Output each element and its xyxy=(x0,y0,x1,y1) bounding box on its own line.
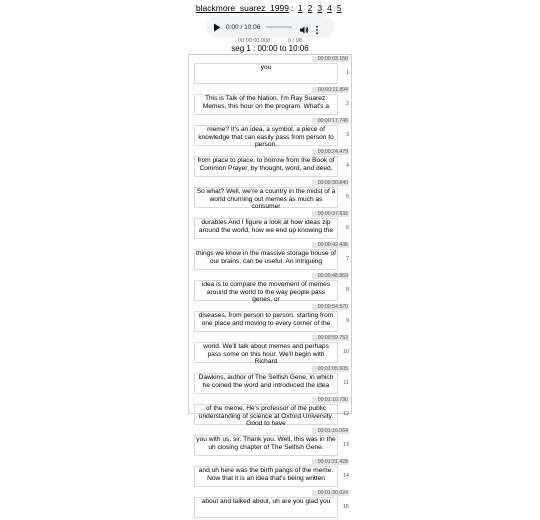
entry-timestamp[interactable]: 00:01:10.780 xyxy=(312,397,349,403)
entry-text[interactable]: about and talked about, uh are you glad you xyxy=(194,497,338,518)
entry-timestamp[interactable]: 00:00:59.753 xyxy=(312,335,349,341)
entry-text[interactable]: Dawkins, author of The Selfish Gene, in which he coined the word and introduced the idea xyxy=(194,373,338,394)
entry-text[interactable]: world. We'll talk about memes and perhaps pass some on this hour. We'll begin with Richard xyxy=(194,342,338,363)
transcript-entry xyxy=(189,272,351,303)
playback-time: 0:00 / 10:06 xyxy=(226,23,261,31)
segment-label: seg 1 : 00:00 to 10:06 xyxy=(231,44,309,53)
entry-timestamp[interactable]: 00:00:42.436 xyxy=(312,242,349,248)
entry-text[interactable]: durables And I figure a look at how ideas zip around the world, how we end up knowing the xyxy=(194,218,338,239)
transcript-entry xyxy=(189,55,351,86)
entry-number: 7 xyxy=(345,256,349,262)
entry-text[interactable]: meme? It's an idea, a symbol, a piece of knowledge that can easily pass from person to person, xyxy=(194,125,338,146)
page-link-4[interactable]: 4 xyxy=(327,3,332,13)
entry-number: 5 xyxy=(345,194,349,200)
page-links xyxy=(295,3,344,13)
transcript-entry xyxy=(189,210,351,241)
entry-text[interactable]: from place to place, to borrow from the Book of Common Prayer, by thought, word, and deed. xyxy=(194,156,338,177)
entry-timestamp[interactable]: 00:00:37.632 xyxy=(312,211,349,217)
entry-number: 2 xyxy=(345,101,349,107)
transcript-entry xyxy=(189,365,351,396)
entry-timestamp[interactable]: 00:00:17.748 xyxy=(312,118,349,124)
audio-player[interactable] xyxy=(206,16,334,38)
transcript-entry xyxy=(189,148,351,179)
entry-text[interactable]: things we know in the massive storage house of our brains, can be useful. An intriguing xyxy=(194,249,338,270)
transcript-entry xyxy=(189,86,351,117)
title-link[interactable]: blackmore_suarez_1999 xyxy=(195,3,290,13)
entry-number: 15 xyxy=(342,504,349,510)
transcript-entry xyxy=(189,489,351,520)
entry-timestamp[interactable]: 00:00:24.479 xyxy=(312,149,349,155)
more-options-button[interactable] xyxy=(315,22,319,32)
entry-timestamp[interactable]: 00:00:11.894 xyxy=(312,87,349,93)
entry-text[interactable]: and uh here was the birth pangs of the meme. Now that it is an idea that's being written xyxy=(194,466,338,487)
volume-icon xyxy=(299,25,309,35)
nav-separator: : xyxy=(291,3,294,13)
seek-slider[interactable] xyxy=(266,26,292,28)
page-link-5[interactable]: 5 xyxy=(336,3,342,13)
entry-number: 10 xyxy=(342,349,349,355)
entry-text[interactable]: of the meme. He's professor of the public understanding of science at Oxford University. Good to have xyxy=(194,404,338,425)
entry-number: 11 xyxy=(343,380,349,386)
entry-text[interactable]: diseases, from person to person, starting from one place and moving to every corner of the xyxy=(194,311,338,332)
transcript-entry xyxy=(189,303,351,334)
entry-timestamp[interactable]: 00:01:21.428 xyxy=(312,459,349,465)
entry-number: 13 xyxy=(342,442,349,448)
entry-timestamp[interactable]: 00:00:54.570 xyxy=(312,304,349,310)
entry-text[interactable]: This is Talk of the Nation. I'm Ray Suarez. Memes, this hour on the program. What's a xyxy=(194,94,338,115)
transcript-entry xyxy=(189,458,351,489)
entry-number: 14 xyxy=(342,473,349,479)
volume-button[interactable] xyxy=(299,22,309,32)
entry-text[interactable]: So what? Well, we're a country in the midst of a world churning out memes as much as consumer xyxy=(194,187,338,208)
entry-number: 4 xyxy=(345,163,349,169)
transcript-entry xyxy=(189,117,351,148)
entry-timestamp[interactable]: 00:00:48.869 xyxy=(312,273,349,279)
entry-number: 6 xyxy=(345,225,349,231)
transcript-entry xyxy=(189,179,351,210)
transcript-entry xyxy=(189,427,351,458)
page-navigation xyxy=(0,3,540,13)
current-time: 00:00:00.000 xyxy=(238,38,271,44)
transcript-entry xyxy=(189,396,351,427)
entry-text[interactable]: you with us, sir. Thank you. Well, this was in the uh closing chapter of The Selfish Gene. xyxy=(194,435,338,456)
play-icon xyxy=(213,23,221,32)
entry-timestamp[interactable]: 00:01:16.064 xyxy=(312,428,349,434)
entry-number: 8 xyxy=(345,287,349,293)
transcript-entry xyxy=(189,241,351,272)
entry-text[interactable]: idea is to compare the movement of memes around the world to the way people pass genes, or xyxy=(194,280,338,301)
entry-text[interactable]: you xyxy=(194,63,338,84)
transcript-list[interactable] xyxy=(188,54,352,510)
entry-timestamp[interactable]: 00:01:05.605 xyxy=(312,366,349,372)
entry-number: 3 xyxy=(345,132,349,138)
more-vertical-icon xyxy=(315,25,319,35)
page-link-1[interactable]: 1 xyxy=(297,3,303,13)
page-link-2[interactable]: 2 xyxy=(307,3,313,13)
entry-timestamp[interactable]: 00:00:03.150 xyxy=(312,56,349,62)
entry-number: 12 xyxy=(342,411,349,417)
page-link-3[interactable]: 3 xyxy=(317,3,323,13)
segment-counter: 0 / 98 xyxy=(288,38,302,44)
play-button[interactable] xyxy=(212,22,222,32)
entry-number: 9 xyxy=(345,318,349,324)
entry-timestamp[interactable]: 00:01:30.024 xyxy=(312,490,349,496)
entry-timestamp[interactable]: 00:00:30.840 xyxy=(312,180,349,186)
entry-number: 1 xyxy=(345,70,349,76)
transcript-entry xyxy=(189,334,351,365)
